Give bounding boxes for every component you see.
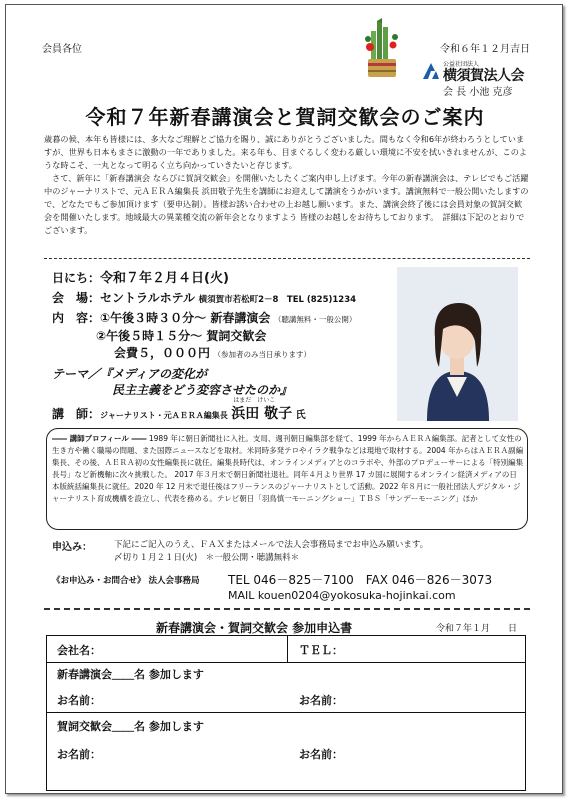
cut-line	[44, 608, 530, 610]
contact-mail[interactable]: MAIL kouen0204@yokosuka-hojinkai.com	[228, 589, 456, 602]
event-date: 令和７年２月４日(火)	[100, 271, 229, 286]
hojinkai-logo-icon	[421, 61, 441, 81]
tel-label: ＴＥＬ：	[299, 644, 343, 657]
form-row-party	[47, 712, 525, 790]
issue-date: 令和６年１２月吉日	[440, 44, 530, 55]
lecture-name-1-label: お名前：	[57, 694, 101, 707]
theme-line-2: 民主主義をどう変容させたのか』	[112, 383, 293, 397]
content-label: 内 容：	[52, 311, 101, 325]
recipient: 会員各位	[42, 44, 82, 55]
apply-line-1: 下記にご記入のうえ、ＦＡＸまたはメールで法人会事務局までお申込み願います。	[114, 540, 429, 550]
intro-text	[44, 133, 530, 237]
profile-text	[52, 433, 524, 505]
speaker-name: 浜田 敬子	[231, 406, 293, 422]
profile-heading: ―― 講師プロフィール ――	[52, 434, 147, 443]
form-date: 令和７年１月 日	[436, 624, 518, 634]
divider	[44, 258, 530, 259]
org-chair: 会 長 小池 克彦	[443, 87, 513, 98]
venue-name: セントラルホテル	[100, 291, 196, 305]
flyer-page	[5, 4, 563, 794]
lecture-name-2-label: お名前：	[299, 694, 343, 707]
form-row-lecture	[47, 662, 525, 713]
form-title: 新春講演会・賀詞交歓会 参加申込書	[156, 621, 353, 635]
profile-body: 1989 年に朝日新聞社に入社。支局、週刊朝日編集部を経て、1999 年からＡＥＲＡ編集部。記者として女性の生き方や働く職場の問題、また国際ニュースなどを取材。米同時多発テロやイラク戦争などは現地で取材する。2004 年からはＡＥＲＡ副編集長、その後、ＡＥＲＡ初の女性編集長に就任。編集長時代は、オンラインメディアとのコラボや、外部のプロデューサーによる「特別編集長号」など新機軸に次々挑戦した。 2017 年３月末で朝日新聞社退社。同年４月より世界 17 カ国に展開するオンライン経済メディアの日本版統括編集長に就任。2020 年 12 月末で退任後はフリーランスのジャーナリストとして活動。2022 年８月に一般社団法人デジタル・ジャーナリスト育成機構を設立し、代表を務める。テレビ朝日「羽鳥慎一モーニングショー」ＴＢＳ「サンデーモーニング」ほか	[52, 434, 524, 503]
speaker-title: ジャーナリスト・元ＡＥＲＡ編集長	[100, 411, 228, 420]
speaker-photo	[397, 267, 518, 421]
fee: 会費５，０００円	[114, 346, 211, 360]
apply-label: 申込み：	[52, 542, 92, 553]
intro-paragraph-1: 歳暮の候、本年も皆様には、多大なご理解とご協力を賜り、誠にありがとうございました。間もなく令和6年が終わろうとしていますが、世界も日本もまさに激動の一年でありました。来る年も、目まぐるしく変わる厳しい環境に不安を拭いきれませんが、このような時こそ、一丸となって明るく立ち向かっていきたいと存じます。	[44, 134, 528, 170]
contact-label: 《お申込み・お問合せ》 法人会事務局	[52, 576, 200, 586]
kadomatsu-icon	[362, 17, 402, 79]
venue-label: 会 場：	[52, 291, 101, 305]
org-type: 公益社団法人	[443, 61, 480, 68]
party-attendance-label: 賀詞交歓会＿＿名 参加します	[57, 720, 204, 733]
company-label: 会社名：	[57, 644, 101, 657]
program-item-2: ②午後５時１５分～ 賀詞交歓会	[96, 329, 267, 343]
speaker-label: 講 師：	[52, 407, 101, 421]
page-title: 令和７年新春講演会と賀詞交歓会のご案内	[85, 105, 485, 129]
speaker-suffix: 氏	[295, 410, 306, 421]
speaker-ruby: はまだ けいこ	[233, 397, 276, 404]
lecture-attendance-label: 新春講演会＿＿名 参加します	[57, 668, 204, 681]
program-item-1-note: （聴講無料・一般公開）	[273, 315, 357, 324]
theme-label: テーマ／	[52, 367, 101, 381]
intro-paragraph-2: さて、新年に「新春講演会 ならびに賀詞交歓会」を開催いたしたくご案内申し上げます。今年の新春講演会は、テレビでもご活躍中のジャーナリストで、元ＡＥＲＡ編集長 浜田敬子先生を講師にお迎えして講演をうかがいます。講演無料で一般公開いたしますので、どなたでもご参加頂けます（要申込制）。皆様お誘い合わせの上お越し願います。また、講演会終了後には会員対象の賀詞交歓会を開催いたします。地域最大の異業種交流の新年会となりますよう 皆様のお越しをお待ちしております。 詳細は下記のとおりでございます。	[44, 173, 529, 235]
org-name: 横須賀法人会	[443, 68, 524, 84]
theme-line-1: 『メディアの変化が	[100, 367, 208, 381]
event-details	[52, 267, 392, 427]
application-form	[46, 635, 526, 791]
contact-tel-fax: TEL 046－825－7100 FAX 046－826－3073	[228, 573, 493, 587]
fee-note: （参加者のみ当日承ります）	[213, 350, 312, 359]
speaker-portrait-icon	[397, 267, 518, 421]
apply-deadline: 〆切り１月２１日(火) ＊一般公開・聴講無料＊	[114, 553, 300, 563]
party-name-2-label: お名前：	[299, 748, 343, 761]
form-row-company	[47, 636, 525, 663]
party-name-1-label: お名前：	[57, 748, 101, 761]
program-item-1: ①午後３時３０分～ 新春講演会	[100, 311, 271, 325]
date-label: 日にち：	[52, 271, 101, 285]
venue-address: 横須賀市若松町2－8 TEL (825)1234	[198, 295, 357, 305]
